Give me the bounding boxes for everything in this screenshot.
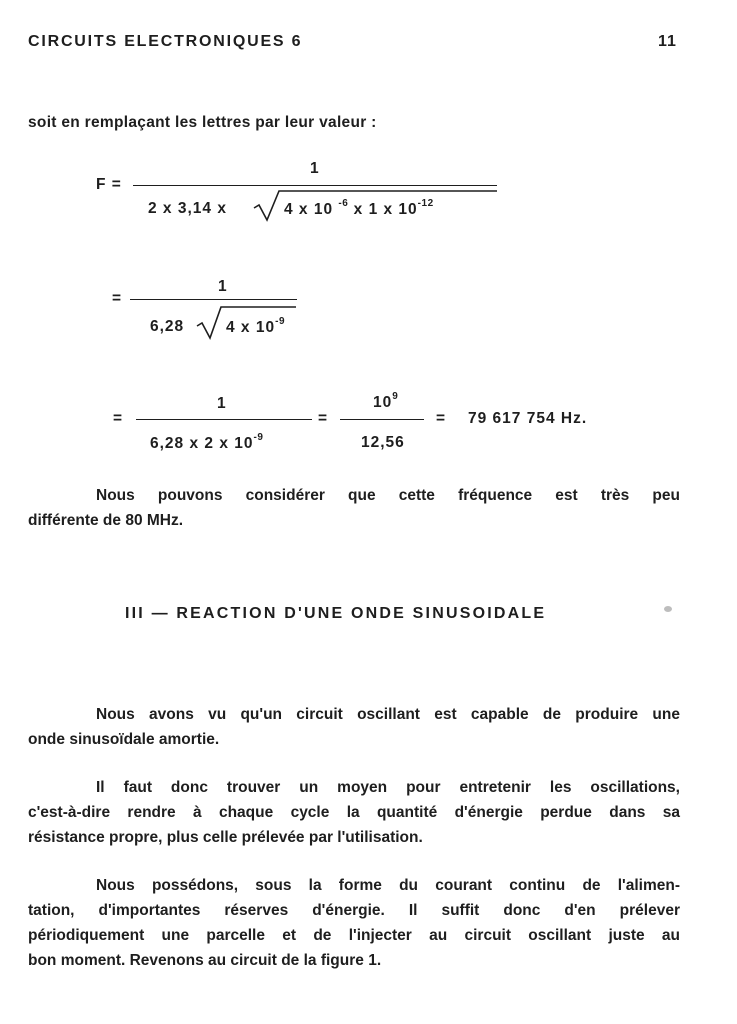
paragraph-4-line-2: tation, d'importantes réserves d'énergie. Il suffit donc d'en prélever	[28, 902, 680, 919]
formula-1-lhs: F =	[96, 176, 122, 193]
formula-2-fraction-bar	[130, 299, 297, 300]
formula-1-denominator-prefix: 2 x 3,14 x	[148, 200, 227, 217]
paragraph-4-line-4: bon moment. Revenons au circuit de la figure 1.	[28, 952, 382, 969]
formula-3-denominator-1	[150, 434, 263, 453]
paragraph-1-line-1: Nous pouvons considérer que cette fréquence est très peu	[96, 487, 680, 504]
formula-3-denominator-2: 12,56	[361, 434, 405, 451]
formula-3-fraction-bar-2	[340, 419, 424, 420]
formula-2-denominator-prefix: 6,28	[150, 318, 185, 335]
running-header-title: CIRCUITS ELECTRONIQUES 6	[28, 33, 303, 50]
formula-2-radicand	[226, 318, 285, 337]
formula-1-fraction-bar	[133, 185, 497, 186]
formula-2-radicand-exponent: -9	[275, 316, 286, 327]
paragraph-1-line-2: différente de 80 MHz.	[28, 512, 184, 529]
formula-3-equals-1: =	[113, 410, 124, 427]
paragraph-2-line-1: Nous avons vu qu'un circuit oscillant est capable de produire une	[96, 706, 680, 723]
formula-3-numerator-2	[373, 393, 398, 412]
paragraph-3-line-2: c'est-à-dire rendre à chaque cycle la quantité d'énergie perdue dans sa	[28, 804, 680, 821]
page-number: 11	[658, 33, 677, 50]
paragraph-3-line-1: Il faut donc trouver un moyen pour entretenir les oscillations,	[96, 779, 680, 796]
formula-2-equals: =	[112, 290, 123, 307]
formula-2-numerator: 1	[218, 278, 228, 295]
formula-1-radicand-a-exponent: -6	[338, 198, 349, 209]
formula-3-numerator-2-exponent: 9	[392, 391, 399, 402]
formula-3-numerator-1: 1	[217, 395, 227, 412]
formula-3-equals-2: =	[318, 410, 329, 427]
paragraph-4-line-1: Nous possédons, sous la forme du courant continu de l'alimen-	[96, 877, 680, 894]
formula-1-radicand-b-exponent: -12	[417, 198, 434, 209]
paragraph-4-line-3: périodiquement une parcelle et de l'injecter au circuit oscillant juste au	[28, 927, 680, 944]
paragraph-3-line-3: résistance propre, plus celle prélevée par l'utilisation.	[28, 829, 423, 846]
formula-2-radicand-base: 4 x 10	[226, 319, 276, 337]
formula-1-numerator: 1	[310, 160, 320, 177]
formula-3-numerator-2-base: 10	[373, 394, 393, 412]
paragraph-2-line-2: onde sinusoïdale amortie.	[28, 731, 220, 748]
formula-3-denominator-1-exponent: -9	[253, 432, 264, 443]
formula-1-radicand-b: x 1 x 10	[353, 201, 418, 219]
formula-3-result: 79 617 754 Hz.	[468, 410, 588, 427]
section-title: III — REACTION D'UNE ONDE SINUSOIDALE	[125, 605, 547, 622]
scan-speck	[664, 606, 672, 612]
formula-3-fraction-bar-1	[136, 419, 312, 420]
intro-text: soit en remplaçant les lettres par leur valeur :	[28, 114, 377, 131]
formula-1-radicand-a: 4 x 10	[284, 201, 334, 219]
formula-1-radicand	[284, 200, 434, 219]
formula-3-denominator-1-base: 6,28 x 2 x 10	[150, 435, 254, 453]
formula-3-equals-3: =	[436, 410, 447, 427]
